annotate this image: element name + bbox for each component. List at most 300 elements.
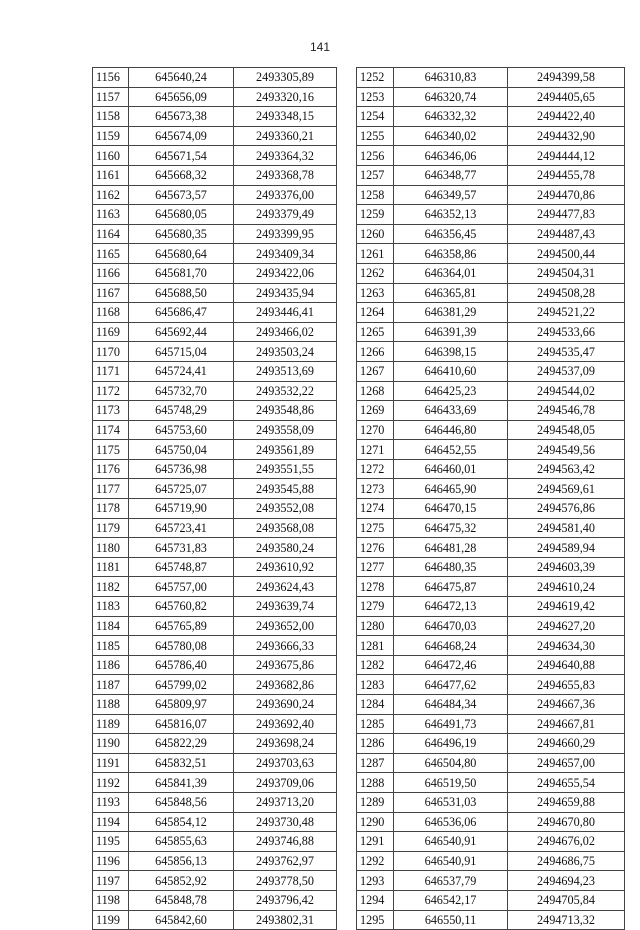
table-row	[357, 812, 625, 832]
point-number-cell: 1194	[93, 812, 129, 832]
x-coordinate-cell: 645822,29	[129, 734, 234, 754]
y-coordinate-cell: 2494535,47	[508, 342, 625, 362]
point-number-cell: 1280	[357, 616, 394, 636]
y-coordinate-cell: 2494667,81	[508, 714, 625, 734]
x-coordinate-cell: 646481,28	[394, 538, 508, 558]
x-coordinate-cell: 646504,80	[394, 753, 508, 773]
x-coordinate-cell: 646537,79	[394, 871, 508, 891]
table-row	[93, 851, 337, 871]
y-coordinate-cell: 2494455,78	[508, 165, 625, 185]
y-coordinate-cell: 2493675,86	[234, 655, 337, 675]
y-coordinate-cell: 2493762,97	[234, 851, 337, 871]
x-coordinate-cell: 646540,91	[394, 832, 508, 852]
point-number-cell: 1173	[93, 401, 129, 421]
y-coordinate-cell: 2493513,69	[234, 361, 337, 381]
point-number-cell: 1288	[357, 773, 394, 793]
point-number-cell: 1252	[357, 68, 394, 88]
y-coordinate-cell: 2493709,06	[234, 773, 337, 793]
x-coordinate-cell: 646425,23	[394, 381, 508, 401]
x-coordinate-cell: 646452,55	[394, 440, 508, 460]
table-row	[93, 322, 337, 342]
x-coordinate-cell: 645674,09	[129, 126, 234, 146]
y-coordinate-cell: 2494444,12	[508, 146, 625, 166]
point-number-cell: 1278	[357, 577, 394, 597]
y-coordinate-cell: 2494589,94	[508, 538, 625, 558]
x-coordinate-cell: 646358,86	[394, 244, 508, 264]
x-coordinate-cell: 645852,92	[129, 871, 234, 891]
point-number-cell: 1285	[357, 714, 394, 734]
table-row	[357, 244, 625, 264]
x-coordinate-cell: 646468,24	[394, 636, 508, 656]
x-coordinate-cell: 646484,34	[394, 695, 508, 715]
table-row	[93, 303, 337, 323]
table-row	[357, 518, 625, 538]
x-coordinate-cell: 646320,74	[394, 87, 508, 107]
y-coordinate-cell: 2494686,75	[508, 851, 625, 871]
y-coordinate-cell: 2494655,54	[508, 773, 625, 793]
coordinates-table-left	[92, 67, 337, 930]
point-number-cell: 1268	[357, 381, 394, 401]
point-number-cell: 1267	[357, 361, 394, 381]
point-number-cell: 1170	[93, 342, 129, 362]
x-coordinate-cell: 646410,60	[394, 361, 508, 381]
point-number-cell: 1287	[357, 753, 394, 773]
x-coordinate-cell: 646332,32	[394, 107, 508, 127]
x-coordinate-cell: 645750,04	[129, 440, 234, 460]
y-coordinate-cell: 2493558,09	[234, 420, 337, 440]
table-row	[357, 165, 625, 185]
table-row	[357, 68, 625, 88]
table-row	[93, 871, 337, 891]
table-row	[357, 381, 625, 401]
table-row	[93, 107, 337, 127]
point-number-cell: 1178	[93, 499, 129, 519]
table-row	[93, 361, 337, 381]
x-coordinate-cell: 645841,39	[129, 773, 234, 793]
y-coordinate-cell: 2493802,31	[234, 910, 337, 930]
x-coordinate-cell: 645765,89	[129, 616, 234, 636]
point-number-cell: 1177	[93, 479, 129, 499]
x-coordinate-cell: 645736,98	[129, 459, 234, 479]
y-coordinate-cell: 2494655,83	[508, 675, 625, 695]
point-number-cell: 1160	[93, 146, 129, 166]
table-row	[93, 753, 337, 773]
table-row	[93, 165, 337, 185]
x-coordinate-cell: 646349,57	[394, 185, 508, 205]
y-coordinate-cell: 2494405,65	[508, 87, 625, 107]
y-coordinate-cell: 2494548,05	[508, 420, 625, 440]
y-coordinate-cell: 2494640,88	[508, 655, 625, 675]
table-row	[357, 146, 625, 166]
y-coordinate-cell: 2493545,88	[234, 479, 337, 499]
x-coordinate-cell: 646364,01	[394, 263, 508, 283]
y-coordinate-cell: 2493692,40	[234, 714, 337, 734]
table-row	[357, 675, 625, 695]
y-coordinate-cell: 2494477,83	[508, 205, 625, 225]
y-coordinate-cell: 2494694,23	[508, 871, 625, 891]
table-row	[357, 890, 625, 910]
x-coordinate-cell: 645748,87	[129, 557, 234, 577]
table-row	[93, 283, 337, 303]
table-row	[93, 616, 337, 636]
table-row	[357, 655, 625, 675]
point-number-cell: 1196	[93, 851, 129, 871]
x-coordinate-cell: 645656,09	[129, 87, 234, 107]
point-number-cell: 1274	[357, 499, 394, 519]
point-number-cell: 1180	[93, 538, 129, 558]
table-row	[93, 910, 337, 930]
x-coordinate-cell: 645640,24	[129, 68, 234, 88]
x-coordinate-cell: 645723,41	[129, 518, 234, 538]
table-row	[357, 205, 625, 225]
table-row	[357, 499, 625, 519]
table-row	[357, 303, 625, 323]
point-number-cell: 1159	[93, 126, 129, 146]
x-coordinate-cell: 645671,54	[129, 146, 234, 166]
x-coordinate-cell: 646470,03	[394, 616, 508, 636]
x-coordinate-cell: 646398,15	[394, 342, 508, 362]
y-coordinate-cell: 2493503,24	[234, 342, 337, 362]
table-row	[93, 812, 337, 832]
table-row	[93, 734, 337, 754]
table-row	[357, 107, 625, 127]
x-coordinate-cell: 645668,32	[129, 165, 234, 185]
y-coordinate-cell: 2493568,08	[234, 518, 337, 538]
x-coordinate-cell: 646465,90	[394, 479, 508, 499]
point-number-cell: 1176	[93, 459, 129, 479]
table-row	[93, 557, 337, 577]
x-coordinate-cell: 645732,70	[129, 381, 234, 401]
x-coordinate-cell: 645680,05	[129, 205, 234, 225]
table-row	[357, 695, 625, 715]
point-number-cell: 1169	[93, 322, 129, 342]
table-row	[357, 440, 625, 460]
table-row	[93, 126, 337, 146]
x-coordinate-cell: 646310,83	[394, 68, 508, 88]
point-number-cell: 1260	[357, 224, 394, 244]
table-row	[93, 479, 337, 499]
table-row	[357, 577, 625, 597]
table-row	[357, 538, 625, 558]
point-number-cell: 1195	[93, 832, 129, 852]
y-coordinate-cell: 2494670,80	[508, 812, 625, 832]
point-number-cell: 1163	[93, 205, 129, 225]
x-coordinate-cell: 645673,38	[129, 107, 234, 127]
y-coordinate-cell: 2493580,24	[234, 538, 337, 558]
table-row	[93, 675, 337, 695]
point-number-cell: 1265	[357, 322, 394, 342]
y-coordinate-cell: 2493548,86	[234, 401, 337, 421]
point-number-cell: 1188	[93, 695, 129, 715]
point-number-cell: 1185	[93, 636, 129, 656]
table-row	[357, 773, 625, 793]
y-coordinate-cell: 2493624,43	[234, 577, 337, 597]
table-row	[357, 420, 625, 440]
point-number-cell: 1263	[357, 283, 394, 303]
y-coordinate-cell: 2493379,49	[234, 205, 337, 225]
point-number-cell: 1164	[93, 224, 129, 244]
y-coordinate-cell: 2493376,00	[234, 185, 337, 205]
x-coordinate-cell: 645681,70	[129, 263, 234, 283]
x-coordinate-cell: 646391,39	[394, 322, 508, 342]
y-coordinate-cell: 2494619,42	[508, 597, 625, 617]
y-coordinate-cell: 2494521,22	[508, 303, 625, 323]
point-number-cell: 1276	[357, 538, 394, 558]
y-coordinate-cell: 2493666,33	[234, 636, 337, 656]
table-row	[93, 597, 337, 617]
y-coordinate-cell: 2493796,42	[234, 890, 337, 910]
y-coordinate-cell: 2494537,09	[508, 361, 625, 381]
point-number-cell: 1199	[93, 910, 129, 930]
table-row	[93, 420, 337, 440]
point-number-cell: 1293	[357, 871, 394, 891]
point-number-cell: 1272	[357, 459, 394, 479]
point-number-cell: 1165	[93, 244, 129, 264]
y-coordinate-cell: 2494508,28	[508, 283, 625, 303]
x-coordinate-cell: 645848,78	[129, 890, 234, 910]
x-coordinate-cell: 645799,02	[129, 675, 234, 695]
x-coordinate-cell: 646346,06	[394, 146, 508, 166]
x-coordinate-cell: 645786,40	[129, 655, 234, 675]
x-coordinate-cell: 645816,07	[129, 714, 234, 734]
x-coordinate-cell: 645856,13	[129, 851, 234, 871]
y-coordinate-cell: 2493552,08	[234, 499, 337, 519]
x-coordinate-cell: 646536,06	[394, 812, 508, 832]
x-coordinate-cell: 645692,44	[129, 322, 234, 342]
x-coordinate-cell: 646477,62	[394, 675, 508, 695]
y-coordinate-cell: 2494563,42	[508, 459, 625, 479]
x-coordinate-cell: 645680,64	[129, 244, 234, 264]
point-number-cell: 1281	[357, 636, 394, 656]
point-number-cell: 1279	[357, 597, 394, 617]
table-row	[93, 518, 337, 538]
point-number-cell: 1197	[93, 871, 129, 891]
x-coordinate-cell: 645809,97	[129, 695, 234, 715]
table-row	[357, 832, 625, 852]
table-row	[93, 205, 337, 225]
x-coordinate-cell: 645854,12	[129, 812, 234, 832]
table-row	[357, 479, 625, 499]
point-number-cell: 1172	[93, 381, 129, 401]
point-number-cell: 1186	[93, 655, 129, 675]
point-number-cell: 1158	[93, 107, 129, 127]
x-coordinate-cell: 646540,91	[394, 851, 508, 871]
point-number-cell: 1175	[93, 440, 129, 460]
y-coordinate-cell: 2493690,24	[234, 695, 337, 715]
x-coordinate-cell: 646446,80	[394, 420, 508, 440]
table-row	[93, 832, 337, 852]
table-row	[357, 557, 625, 577]
point-number-cell: 1168	[93, 303, 129, 323]
x-coordinate-cell: 646356,45	[394, 224, 508, 244]
table-row	[357, 792, 625, 812]
x-coordinate-cell: 645760,82	[129, 597, 234, 617]
y-coordinate-cell: 2494546,78	[508, 401, 625, 421]
point-number-cell: 1156	[93, 68, 129, 88]
y-coordinate-cell: 2494581,40	[508, 518, 625, 538]
y-coordinate-cell: 2493364,32	[234, 146, 337, 166]
y-coordinate-cell: 2493399,95	[234, 224, 337, 244]
table-row	[357, 616, 625, 636]
point-number-cell: 1161	[93, 165, 129, 185]
y-coordinate-cell: 2494660,29	[508, 734, 625, 754]
y-coordinate-cell: 2493446,41	[234, 303, 337, 323]
y-coordinate-cell: 2493435,94	[234, 283, 337, 303]
y-coordinate-cell: 2494432,90	[508, 126, 625, 146]
point-number-cell: 1174	[93, 420, 129, 440]
y-coordinate-cell: 2493698,24	[234, 734, 337, 754]
y-coordinate-cell: 2493409,34	[234, 244, 337, 264]
y-coordinate-cell: 2494533,66	[508, 322, 625, 342]
point-number-cell: 1273	[357, 479, 394, 499]
table-row	[93, 636, 337, 656]
point-number-cell: 1157	[93, 87, 129, 107]
y-coordinate-cell: 2493713,20	[234, 792, 337, 812]
x-coordinate-cell: 645757,00	[129, 577, 234, 597]
table-row	[357, 322, 625, 342]
y-coordinate-cell: 2494569,61	[508, 479, 625, 499]
y-coordinate-cell: 2493730,48	[234, 812, 337, 832]
y-coordinate-cell: 2493778,50	[234, 871, 337, 891]
y-coordinate-cell: 2494667,36	[508, 695, 625, 715]
y-coordinate-cell: 2494470,86	[508, 185, 625, 205]
table-row	[93, 695, 337, 715]
table-row	[93, 224, 337, 244]
x-coordinate-cell: 646470,15	[394, 499, 508, 519]
table-row	[357, 342, 625, 362]
y-coordinate-cell: 2493360,21	[234, 126, 337, 146]
point-number-cell: 1271	[357, 440, 394, 460]
table-row	[357, 459, 625, 479]
point-number-cell: 1282	[357, 655, 394, 675]
y-coordinate-cell: 2493639,74	[234, 597, 337, 617]
point-number-cell: 1292	[357, 851, 394, 871]
x-coordinate-cell: 645725,07	[129, 479, 234, 499]
table-row	[93, 773, 337, 793]
point-number-cell: 1193	[93, 792, 129, 812]
point-number-cell: 1179	[93, 518, 129, 538]
y-coordinate-cell: 2493320,16	[234, 87, 337, 107]
table-row	[357, 126, 625, 146]
point-number-cell: 1171	[93, 361, 129, 381]
point-number-cell: 1259	[357, 205, 394, 225]
y-coordinate-cell: 2493551,55	[234, 459, 337, 479]
table-row	[93, 342, 337, 362]
point-number-cell: 1264	[357, 303, 394, 323]
y-coordinate-cell: 2493348,15	[234, 107, 337, 127]
point-number-cell: 1286	[357, 734, 394, 754]
y-coordinate-cell: 2493746,88	[234, 832, 337, 852]
x-coordinate-cell: 646433,69	[394, 401, 508, 421]
y-coordinate-cell: 2493652,00	[234, 616, 337, 636]
x-coordinate-cell: 645731,83	[129, 538, 234, 558]
x-coordinate-cell: 646460,01	[394, 459, 508, 479]
table-row	[93, 714, 337, 734]
y-coordinate-cell: 2494487,43	[508, 224, 625, 244]
table-row	[357, 401, 625, 421]
x-coordinate-cell: 645748,29	[129, 401, 234, 421]
y-coordinate-cell: 2494610,24	[508, 577, 625, 597]
table-row	[357, 87, 625, 107]
table-row	[93, 87, 337, 107]
table-row	[93, 68, 337, 88]
y-coordinate-cell: 2493422,06	[234, 263, 337, 283]
point-number-cell: 1166	[93, 263, 129, 283]
x-coordinate-cell: 645673,57	[129, 185, 234, 205]
x-coordinate-cell: 645686,47	[129, 303, 234, 323]
table-row	[357, 734, 625, 754]
y-coordinate-cell: 2494544,02	[508, 381, 625, 401]
point-number-cell: 1182	[93, 577, 129, 597]
table-row	[93, 577, 337, 597]
point-number-cell: 1184	[93, 616, 129, 636]
table-row	[93, 440, 337, 460]
x-coordinate-cell: 645855,63	[129, 832, 234, 852]
x-coordinate-cell: 645842,60	[129, 910, 234, 930]
point-number-cell: 1255	[357, 126, 394, 146]
y-coordinate-cell: 2493466,02	[234, 322, 337, 342]
point-number-cell: 1284	[357, 695, 394, 715]
table-row	[93, 401, 337, 421]
table-row	[93, 459, 337, 479]
point-number-cell: 1189	[93, 714, 129, 734]
table-row	[93, 655, 337, 675]
point-number-cell: 1256	[357, 146, 394, 166]
table-row	[357, 185, 625, 205]
y-coordinate-cell: 2493703,63	[234, 753, 337, 773]
point-number-cell: 1277	[357, 557, 394, 577]
x-coordinate-cell: 646491,73	[394, 714, 508, 734]
x-coordinate-cell: 646519,50	[394, 773, 508, 793]
point-number-cell: 1266	[357, 342, 394, 362]
point-number-cell: 1181	[93, 557, 129, 577]
coordinates-table-right	[356, 67, 625, 930]
x-coordinate-cell: 646348,77	[394, 165, 508, 185]
y-coordinate-cell: 2494705,84	[508, 890, 625, 910]
y-coordinate-cell: 2494676,02	[508, 832, 625, 852]
table-row	[357, 597, 625, 617]
y-coordinate-cell: 2494549,56	[508, 440, 625, 460]
point-number-cell: 1187	[93, 675, 129, 695]
x-coordinate-cell: 645680,35	[129, 224, 234, 244]
point-number-cell: 1290	[357, 812, 394, 832]
y-coordinate-cell: 2494399,58	[508, 68, 625, 88]
point-number-cell: 1254	[357, 107, 394, 127]
y-coordinate-cell: 2494657,00	[508, 753, 625, 773]
point-number-cell: 1167	[93, 283, 129, 303]
table-row	[93, 890, 337, 910]
x-coordinate-cell: 645832,51	[129, 753, 234, 773]
x-coordinate-cell: 646531,03	[394, 792, 508, 812]
y-coordinate-cell: 2494504,31	[508, 263, 625, 283]
table-row	[93, 244, 337, 264]
x-coordinate-cell: 645780,08	[129, 636, 234, 656]
y-coordinate-cell: 2494713,32	[508, 910, 625, 930]
table-row	[357, 851, 625, 871]
table-row	[93, 381, 337, 401]
y-coordinate-cell: 2494576,86	[508, 499, 625, 519]
point-number-cell: 1183	[93, 597, 129, 617]
point-number-cell: 1269	[357, 401, 394, 421]
y-coordinate-cell: 2494422,40	[508, 107, 625, 127]
y-coordinate-cell: 2493368,78	[234, 165, 337, 185]
table-row	[93, 499, 337, 519]
x-coordinate-cell: 645753,60	[129, 420, 234, 440]
x-coordinate-cell: 646352,13	[394, 205, 508, 225]
point-number-cell: 1295	[357, 910, 394, 930]
page-number: 141	[309, 40, 331, 54]
point-number-cell: 1258	[357, 185, 394, 205]
